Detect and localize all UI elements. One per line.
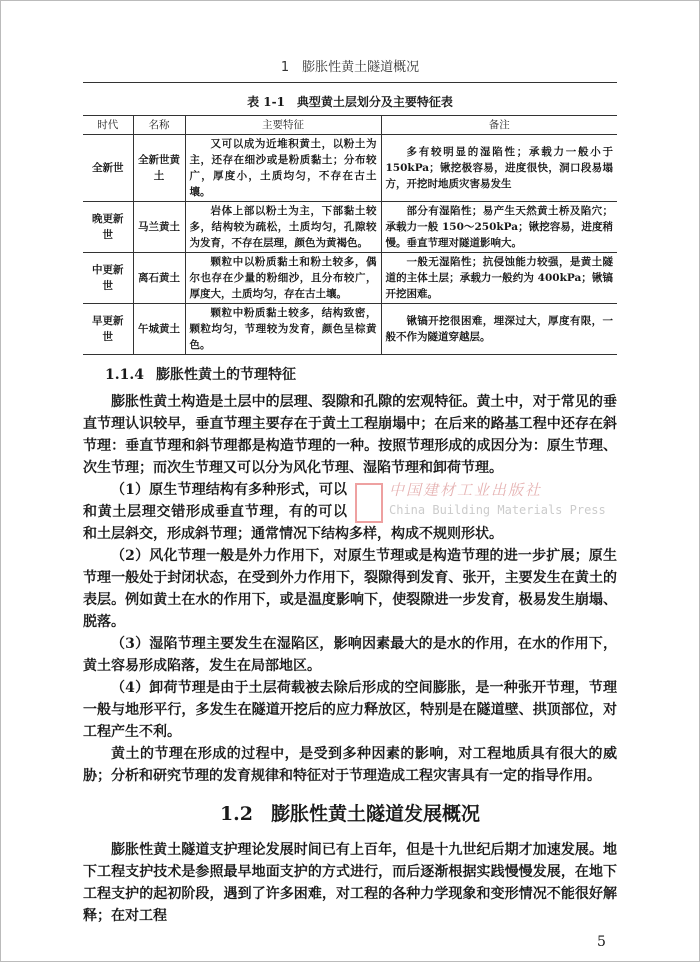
section-heading-1-1-4 bbox=[105, 365, 617, 385]
section-1-1-4-body bbox=[83, 391, 617, 787]
cell-features: 岩体上部以粉土为主，下部黏土较多，结构较为疏松，土质均匀，孔隙较为发育，不存在层理，颜色为黄褐色。 bbox=[185, 202, 381, 253]
cell-name: 午城黄土 bbox=[133, 304, 185, 355]
watermark-cn: 中国建材工业出版社 bbox=[389, 481, 543, 499]
publisher-logo-icon bbox=[355, 483, 383, 523]
paragraph: （3）湿陷节理主要发生在湿陷区，影响因素最大的是水的作用，在水的作用下，黄土容易形成陷落，发生在局部地区。 bbox=[83, 636, 617, 674]
cell-features: 又可以成为近堆积黄土，以粉土为主，还存在细沙或是粉质黏土；分布较广，厚度小，土质均匀，不存在古土壤。 bbox=[185, 135, 381, 202]
cell-notes: 一般无湿陷性；抗侵蚀能力较强，是黄土隧道的主体土层；承载力一般约为 400kPa；锹镐开挖困难。 bbox=[381, 253, 617, 304]
paragraph: （4）卸荷节理是由于土层荷载被去除后形成的空间膨胀，是一种张开节理，节理一般与地形平行，多发生在隧道开挖后的应力释放区，特别是在隧道壁、拱顶部位，对工程产生不利。 bbox=[83, 680, 617, 740]
paragraph: （2）风化节理一般是外力作用下，对原生节理或是构造节理的进一步扩展；原生节理一般处于封闭状态，在受到外力作用下，裂隙得到发育、张开，主要发生在黄土的表层。例如黄土在水的作用下，或是温度影响下，使裂隙进一步发育，极易发生崩塌、脱落。 bbox=[83, 548, 617, 630]
cell-era: 全新世 bbox=[83, 135, 133, 202]
cell-era: 晚更新世 bbox=[83, 202, 133, 253]
section-title: 膨胀性黄土的节理特征 bbox=[155, 367, 296, 383]
page-content bbox=[83, 58, 617, 927]
section-title: 膨胀性黄土隧道发展概况 bbox=[271, 803, 481, 825]
paragraph: 膨胀性黄土隧道支护理论发展时间已有上百年，但是十九世纪后期才加速发展。地下工程支护技术是参照最早地面支护的方式进行，而后逐渐根据实践慢慢发展，在地下工程支护的起初阶段，遇到了许多困难，对工程的各种力学现象和变形情况不能很好解释；在对工程 bbox=[83, 842, 617, 924]
cell-features: 颗粒中以粉质黏土和粉土较多，偶尔也存在少量的粉细沙，且分布较广，厚度大，土质均匀，存在古土壤。 bbox=[185, 253, 381, 304]
page-number: 5 bbox=[597, 934, 606, 950]
table-row bbox=[83, 135, 617, 202]
paragraph: 膨胀性黄土构造是土层中的层理、裂隙和孔隙的宏观特征。黄土中，对于常见的垂直节理认识较早，垂直节理主要存在于黄土工程崩塌中；在后来的路基工程中还存在斜节理：垂直节理和斜节理都是构造节理的一种。按照节理形成的成因分为：原生节理、次生节理；而次生节理又可以分为风化节理、湿陷节理和卸荷节理。 bbox=[83, 394, 617, 476]
section-1-2-body bbox=[83, 839, 617, 927]
header-era: 时代 bbox=[83, 116, 133, 135]
section-heading-1-2 bbox=[83, 801, 617, 827]
cell-notes: 部分有湿陷性；易产生天然黄土桥及陷穴；承载力一般 150～250kPa；锹挖容易，进度稍慢。垂直节理对隧道影响大。 bbox=[381, 202, 617, 253]
header-features: 主要特征 bbox=[185, 116, 381, 135]
table-caption: 表 1-1 典型黄土层划分及主要特征表 bbox=[247, 95, 453, 109]
cell-era: 早更新世 bbox=[83, 304, 133, 355]
cell-era: 中更新世 bbox=[83, 253, 133, 304]
cell-name: 全新世黄土 bbox=[133, 135, 185, 202]
table-header-row bbox=[83, 116, 617, 135]
cell-features: 颗粒中粉质黏土较多，结构致密，颗粒均匀，节理较为发育，颜色呈棕黄色。 bbox=[185, 304, 381, 355]
header-name: 名称 bbox=[133, 116, 185, 135]
header-rule bbox=[83, 82, 617, 83]
table-row bbox=[83, 202, 617, 253]
table-row bbox=[83, 253, 617, 304]
section-number: 1.1.4 bbox=[105, 367, 144, 383]
table-row bbox=[83, 304, 617, 355]
watermark-en: China Building Materials Press bbox=[389, 503, 606, 517]
cell-name: 离石黄土 bbox=[133, 253, 185, 304]
header-notes: 备注 bbox=[381, 116, 617, 135]
paragraph: 黄土的节理在形成的过程中，是受到多种因素的影响，对工程地质具有很大的威胁；分析和研究节理的发育规律和特征对于节理造成工程灾害具有一定的指导作用。 bbox=[83, 746, 617, 784]
cell-notes: 多有较明显的湿陷性；承载力一般小于150kPa；锹挖极容易，进度很快，洞口段易塌方，开挖时地质灾害易发生 bbox=[381, 135, 617, 202]
publisher-watermark bbox=[355, 481, 617, 523]
cell-name: 马兰黄土 bbox=[133, 202, 185, 253]
paragraph: （1）原生节理结构有多种形式，可以和黄土层理交错形成垂直节理，有的可以和土层斜交，形成斜节理；通常情况下结构多样，构成不规则形状。 bbox=[83, 482, 503, 542]
loess-layer-table bbox=[83, 115, 617, 355]
cell-notes: 锹镐开挖很困难，埋深过大，厚度有限，一般不作为隧道穿越层。 bbox=[381, 304, 617, 355]
section-number: 1.2 bbox=[219, 803, 254, 825]
running-head: 1 膨胀性黄土隧道概况 bbox=[280, 60, 420, 75]
